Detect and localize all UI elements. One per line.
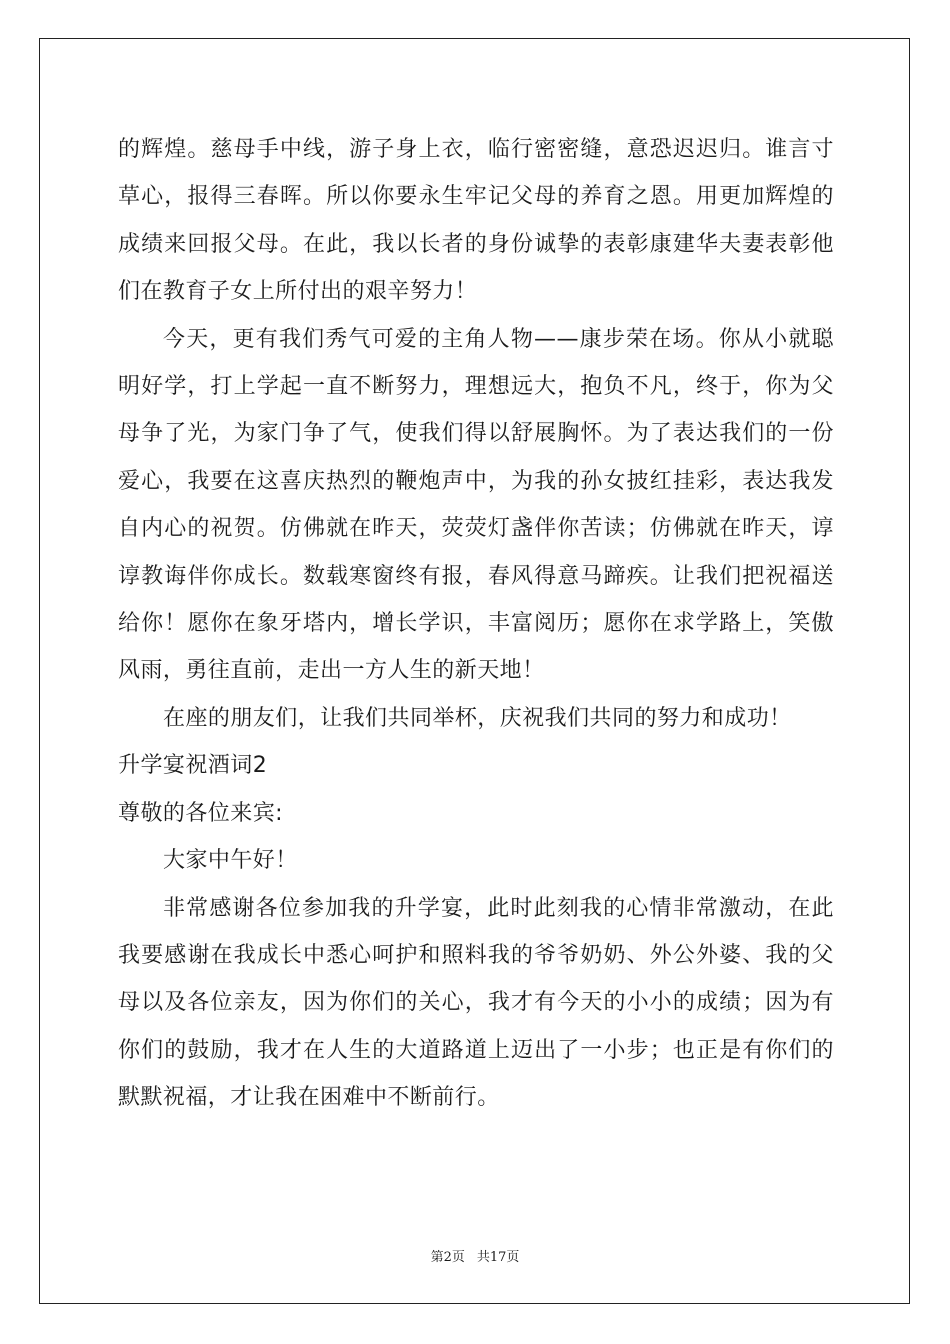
paragraph-protagonist: 今天，更有我们秀气可爱的主角人物——康步荣在场。你从小就聪明好学，打上学起一直不断努力，理想远大，抱负不凡，终于，你为父母争了光，为家门争了气，使我们得以舒展胸怀。为了表达我们的一份爱心，我要在这喜庆热烈的鞭炮声中，为我的孙女披红挂彩，表达我发自内心的祝贺。仿佛就在昨天，荧荧灯盏伴你苦读；仿佛就在昨天，谆谆教诲伴你成长。数载寒窗终有报，春风得意马蹄疾。让我们把祝福送给你！愿你在象牙塔内，增长学识，丰富阅历；愿你在求学路上，笑傲风雨，勇往直前，走出一方人生的新天地！ bbox=[118, 326, 834, 684]
body-text bbox=[118, 126, 834, 1122]
paragraph-thanks: 非常感谢各位参加我的升学宴，此时此刻我的心情非常激动，在此我要感谢在我成长中悉心呵护和照料我的爷爷奶奶、外公外婆、我的父母以及各位亲友，因为你们的关心，我才有今天的小小的成绩；因为有你们的鼓励，我才在人生的大道路道上迈出了一小步；也正是有你们的默默祝福，才让我在困难中不断前行。 bbox=[118, 895, 834, 1111]
paragraph-continuation: 的辉煌。慈母手中线，游子身上衣，临行密密缝，意恐迟迟归。谁言寸草心，报得三春晖。所以你要永生牢记父母的养育之恩。用更加辉煌的成绩来回报父母。在此，我以长者的身份诚挚的表彰康建华夫妻表彰他们在教育子女上所付出的艰辛努力！ bbox=[118, 137, 834, 305]
page-total: 共17页 bbox=[476, 1250, 520, 1265]
salutation: 尊敬的各位来宾: bbox=[118, 800, 284, 826]
page-footer bbox=[0, 1246, 950, 1265]
section-heading: 升学宴祝酒词2 bbox=[118, 753, 268, 779]
paragraph-toast: 在座的朋友们，让我们共同举杯，庆祝我们共同的努力和成功！ bbox=[163, 705, 792, 731]
page-number: 第2页 bbox=[430, 1250, 465, 1265]
greeting: 大家中午好！ bbox=[163, 848, 298, 874]
